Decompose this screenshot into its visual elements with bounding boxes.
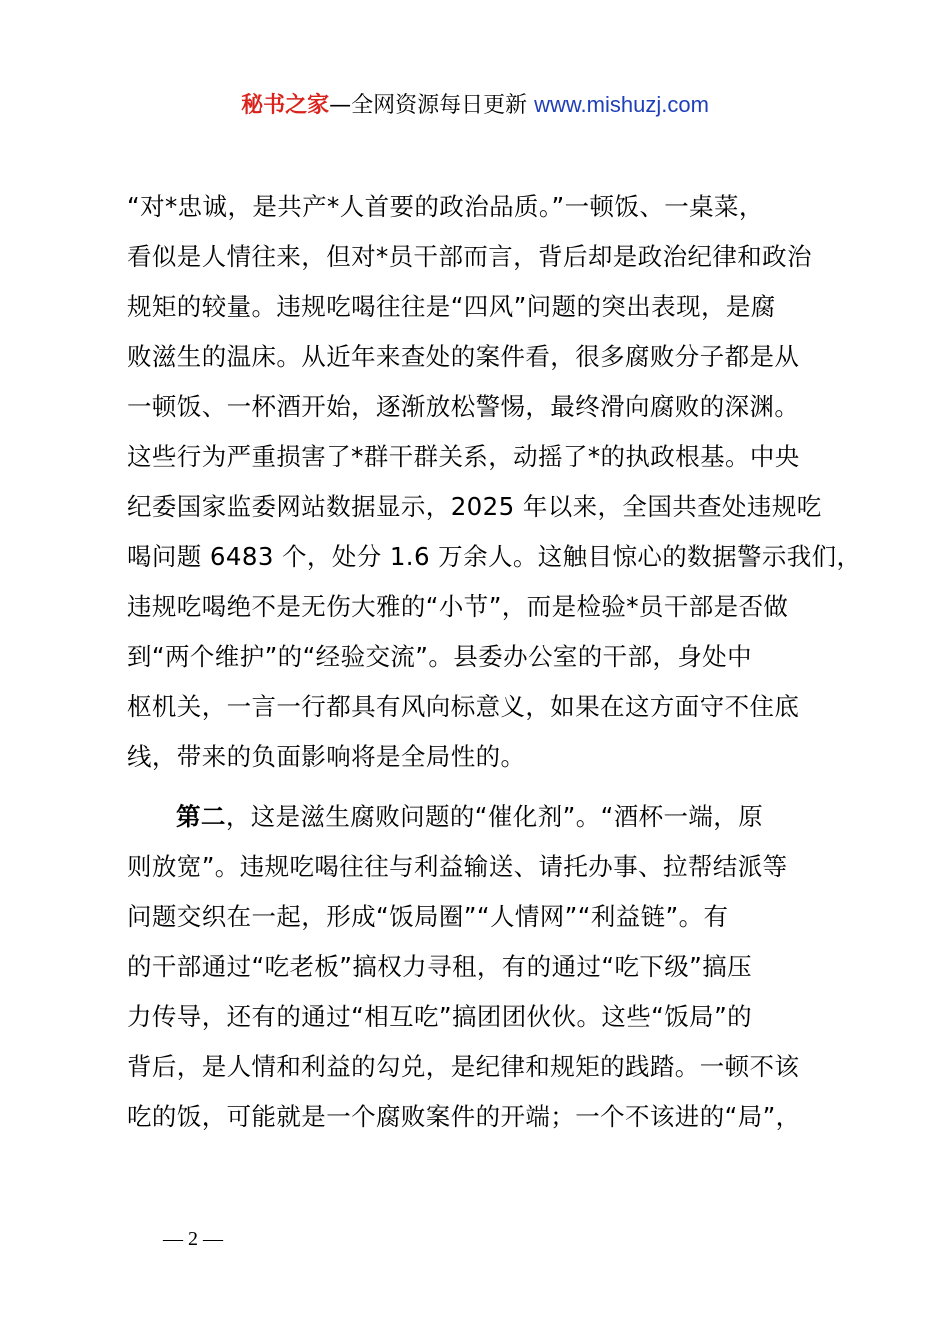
text-line: 吃的饭，可能就是一个腐败案件的开端；一个不该进的“局”， [127, 1102, 801, 1131]
text-line: 规矩的较量。违规吃喝往往是“四风”问题的突出表现，是腐 [127, 292, 776, 321]
brand-name: 秘书之家 [241, 93, 330, 118]
text-line: 枢机关，一言一行都具有风向标意义，如果在这方面守不住底 [127, 692, 800, 721]
text-line: 看似是人情往来，但对*员干部而言，背后却是政治纪律和政治 [127, 242, 812, 271]
text-line: 问题交织在一起，形成“饭局圈”“人情网”“利益链”。有 [127, 902, 729, 931]
site-url[interactable]: www.mishuzj.com [534, 92, 709, 117]
text-line: 力传导，还有的通过“相互吃”搞团团伙伙。这些“饭局”的 [127, 1002, 753, 1031]
text-line: 背后，是人情和利益的勾兑，是纪律和规矩的践踏。一顿不该 [127, 1052, 800, 1081]
page-number: — 2 — [163, 1228, 223, 1250]
page-header [0, 90, 950, 121]
text-line: ，这是滋生腐败问题的“催化剂”。“酒杯一端，原 [225, 802, 764, 831]
paragraph-2 [127, 792, 837, 1142]
text-line: 的干部通过“吃老板”搞权力寻租，有的通过“吃下级”搞压 [127, 952, 753, 981]
text-line: 这些行为严重损害了*群干群关系，动摇了*的执政根基。中央 [127, 442, 800, 471]
text-line: 喝问题 6483 个，处分 1.6 万余人。这触目惊心的数据警示我们， [127, 542, 862, 571]
header-tagline: —全网资源每日更新 [329, 93, 528, 118]
text-line: “对*忠诚，是共产*人首要的政治品质。”一顿饭、一桌菜， [127, 192, 764, 221]
section-lead: 第二 [176, 802, 226, 831]
text-line-first [127, 792, 837, 842]
text-line: 纪委国家监委网站数据显示，2025 年以来，全国共查处违规吃 [127, 492, 822, 521]
text-line: 则放宽”。违规吃喝往往与利益输送、请托办事、拉帮结派等 [127, 852, 788, 881]
text-line: 到“两个维护”的“经验交流”。县委办公室的干部，身处中 [127, 642, 753, 671]
text-line: 违规吃喝绝不是无伤大雅的“小节”，而是检验*员干部是否做 [127, 592, 789, 621]
paragraph-1 [127, 182, 862, 782]
text-line: 败滋生的温床。从近年来查处的案件看，很多腐败分子都是从 [127, 342, 800, 371]
text-line: 线，带来的负面影响将是全局性的。 [127, 742, 526, 771]
text-line: 一顿饭、一杯酒开始，逐渐放松警惕，最终滑向腐败的深渊。 [127, 392, 800, 421]
